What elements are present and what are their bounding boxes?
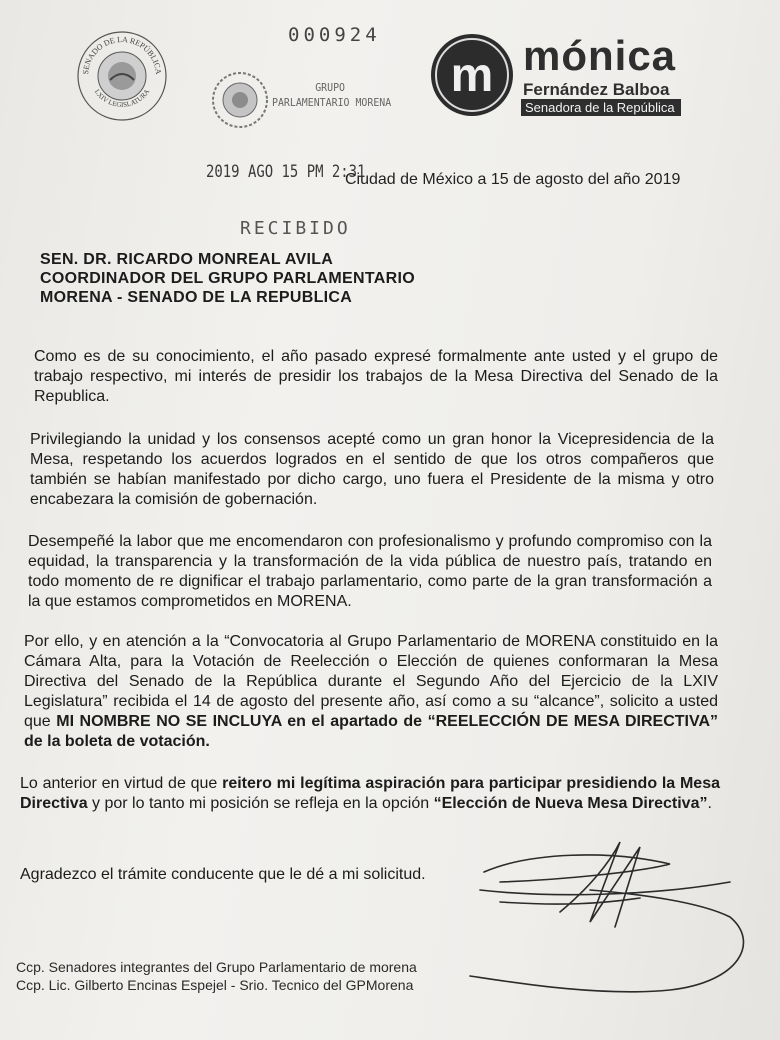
grupo-seal-icon: [210, 70, 270, 130]
closing-line: Agradezco el trámite conducente que le dé a mi solicitud.: [20, 866, 426, 883]
received-stamp: RECIBIDO: [240, 218, 351, 239]
request-bold-text: MI NOMBRE NO SE INCLUYA en el apartado de “REELECCIÓN DE MESA DIRECTIVA” de la boleta de votación.: [24, 713, 719, 750]
addressee-institution: MORENA - SENADO DE LA REPUBLICA: [40, 289, 353, 306]
addressee-name: SEN. DR. RICARDO MONREAL AVILA: [40, 251, 334, 268]
addressee-title: COORDINADOR DEL GRUPO PARLAMENTARIO: [40, 270, 415, 287]
logo-title-bar: Senadora de la República: [521, 99, 681, 116]
received-stamp-date: 2019 AGO 15 PM 2:31: [206, 162, 366, 182]
addressee-block: [40, 250, 415, 307]
logo-name: mónica: [523, 32, 677, 79]
city-date: Ciudad de México a 15 de agosto del año 2019: [345, 171, 681, 188]
seal-top-text: SENADO DE LA REPÚBLICA: [80, 34, 164, 75]
logo-surname: Fernández Balboa: [523, 80, 670, 99]
paragraph-2: Privilegiando la unidad y los consensos acepté como un gran honor la Vicepresidencia de la Mesa, respetando los acuerdos logrados en el sentido de que los otros compañeros que también se habían manifestado por dicho cargo, uno fuera el Presidente de la misma y otro encabezara la comisión de gobernación.: [30, 431, 714, 508]
folio-number: 000924: [288, 24, 381, 46]
paragraph-3: Desempeñé la labor que me encomendaron con profesionalismo y profundo compromiso con la equidad, la transparencia y la transformación de la vida pública de nuestro país, tratando en todo momento de re dignificar el trabajo parlamentario, como parte de la gran transformación a la que estamos comprometidos en MORENA.: [28, 533, 712, 610]
logo-letter: m: [450, 49, 494, 102]
signature-icon: [440, 832, 760, 1002]
ccp-line-1: Ccp. Senadores integrantes del Grupo Parlamentario de morena: [16, 959, 417, 975]
ccp-line-2: Ccp. Lic. Gilberto Encinas Espejel - Srio. Tecnico del GPMorena: [16, 977, 414, 993]
grupo-parlamentario-label: GRUPO PARLAMENTARIO MORENA: [272, 81, 392, 109]
senado-seal-icon: [76, 30, 168, 122]
paragraph-1: Como es de su conocimiento, el año pasado expresé formalmente ante usted y el grupo de trabajo respectivo, mi interés de presidir los trabajos de la Mesa Directiva del Senado de la Republica.: [34, 348, 718, 405]
seal-bottom-text: LXIV LEGISLATURA: [92, 87, 152, 109]
paragraph-4: Por ello, y en atención a la “Convocatoria al Grupo Parlamentario de MORENA constituido en la Cámara Alta, para la Votación de Reelección o Elección de quienes conformaran la Mesa Directiva del Senado de la República durante el Segundo Año del Ejercicio de la LXIV Legislatura” recibida el 14 de agosto del presente año, así como a su “alcance”, solicito a usted que MI NOMBRE NO SE INCLUYA en el apartado de “REELECCIÓN DE MESA DIRECTIVA” de la boleta de votación.: [24, 633, 719, 750]
monica-logo-icon: [430, 33, 514, 117]
paragraph-5: Lo anterior en virtud de que reitero mi legítima aspiración para participar presidiendo la Mesa Directiva y por lo tanto mi posición se refleja en la opción “Elección de Nueva Mesa Directiva”.: [20, 775, 721, 812]
